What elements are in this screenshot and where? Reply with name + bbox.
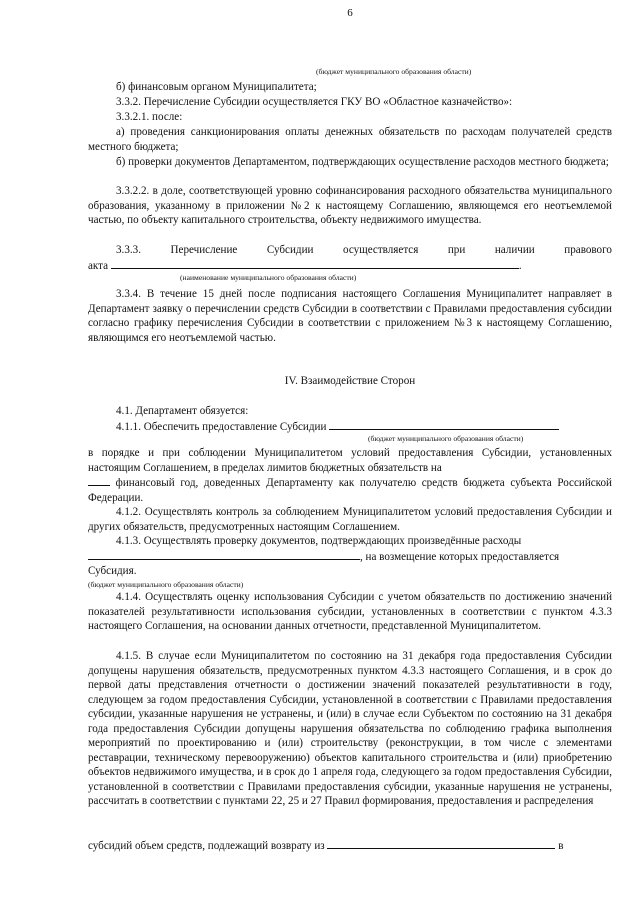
para-4-1-1-text: 4.1.1. Обеспечить предоставление Субсидии	[116, 421, 327, 433]
para-4-1-1	[88, 419, 612, 435]
para-b-fin: б) финансовым органом Муниципалитета;	[116, 81, 317, 93]
note-4-1-3: (бюджет муниципального образования области)	[88, 580, 244, 589]
section-heading: IV. Взаимодействие Сторон	[284, 375, 416, 387]
para-4-1-3-subsidy: Субсидия.	[88, 565, 137, 577]
para-4-1-5-last-tail: в	[558, 840, 564, 852]
para-4-1-1-cont-a: в порядке и при соблюдении Муниципалитетом условий предоставления Субсидии, установленных настоящим Соглашением, в пределах лимитов бюджетных обязательств на	[88, 447, 612, 474]
para-4-1-2: 4.1.2. Осуществлять контроль за соблюдением Муниципалитетом условий предоставления Субсидии и других обязательств, предусмотренных настоящим Соглашением.	[88, 506, 612, 533]
blank-line	[88, 475, 110, 486]
para-4-1-1-cont-b	[88, 475, 612, 505]
para-4-1-1-cont-b-wrap	[88, 475, 612, 505]
para-3-3-2-1: 3.3.2.1. после:	[116, 111, 183, 123]
word: Перечисление	[170, 244, 238, 256]
para-4-1-5: 4.1.5. В случае если Муниципалитетом по состоянию на 31 декабря года предоставления Субсидии допущены нарушения обязательств, предусмотренных пунктом 4.3.3 настоящего Соглашения, и в срок до первой даты представления отчетности о достижении значений показателей результативности в году, следующем за годом предоставления Субсидии, установленной в соответствии с Правилами предоставления субсидии, указанные нарушения не устранены, и (или) в случае если Субъектом по состоянию на 31 декабря года предоставления Субсидии допущены нарушения обязательства по соблюдению графика выполнения мероприятий по проектированию и (или) строительству (реконструкции, в том числе с элементами реставрации, техническому перевооружению) объектов капитального строительства и (или) приобретению объектов недвижимого имущества, и в срок до 1 апреля года, следующего за годом предоставления Субсидии, установленной в соответствии с Правилами предоставления субсидии, указанные нарушения не устранены, рассчитать в соответствии с пунктами 22, 25 и 27 Правил формирования, предоставления и распределения	[88, 650, 612, 807]
document-page	[88, 0, 612, 905]
akta-word: акта	[88, 260, 109, 272]
word: наличии	[494, 244, 535, 256]
para-4-1-5-last	[88, 838, 612, 854]
page-number: 6	[347, 7, 353, 19]
naim-footnote: (наименование муниципального образования области)	[180, 273, 357, 282]
para-4-1-3-tail: , на возмещение которых предоставляется	[360, 551, 560, 563]
para-3-3-2: 3.3.2. Перечисление Субсидии осуществляется ГКУ ВО «Областное казначейство»:	[116, 96, 513, 108]
para-b: б) проверки документов Департаментом, подтверждающих осуществление расходов местного бюджета;	[116, 156, 609, 168]
para-4-1-3: 4.1.3. Осуществлять проверку документов, подтверждающих произведённые расходы	[116, 535, 522, 547]
para-3-3-2-2: 3.3.2.2. в доле, соответствующей уровню софинансирования расходного обязательства муниципального образования, указанному в приложении №2 к настоящему Соглашению, являющемся его неотъемлемой частью, по объекту капитального строительства, объекту недвижимого имущества.	[88, 185, 612, 226]
blank-line	[327, 838, 555, 849]
blank-line	[111, 258, 519, 269]
para-a: а) проведения санкционирования оплаты денежных обязательств по расходам получателей средств местного бюджета;	[88, 126, 612, 153]
para-4-1: 4.1. Департамент обязуется:	[116, 405, 249, 417]
top-footnote: (бюджет муниципального образования области)	[316, 67, 472, 76]
word: осуществляется	[343, 244, 419, 256]
period: .	[518, 260, 522, 272]
word: Субсидии	[266, 244, 314, 256]
para-4-1-1-cont-b-text: финансовый год, доведенных Департаменту как получателю средств бюджета субъекта Российской Федерации.	[88, 477, 612, 504]
blank-line	[88, 549, 360, 560]
blank-line	[329, 419, 559, 430]
para-3-3-3-line2	[88, 258, 612, 274]
word: правового	[564, 244, 612, 256]
para-3-3-4: 3.3.4. В течение 15 дней после подписания настоящего Соглашения Муниципалитет направляет в Департамент заявку о перечислении средств Субсидии в соответствии с Правилами предоставления субсидии согласно графику перечисления Субсидии в соответствии с приложением №3 к настоящему Соглашению, являющимся его неотъемлемой частью.	[88, 288, 612, 344]
para-4-1-5-last-text: субсидий объем средств, подлежащий возврату из	[88, 840, 325, 852]
para-3-3-3-line1	[88, 243, 612, 258]
note-4-1-1: (бюджет муниципального образования области)	[368, 434, 524, 443]
word: 3.3.3.	[116, 244, 141, 256]
word: при	[447, 244, 466, 256]
para-4-1-3-line2	[88, 549, 612, 565]
para-4-1-4: 4.1.4. Осуществлять оценку использования Субсидии с учетом обязательств по достижению значений показателей результативности использования субсидии, установленных в соответствии с пунктом 4.3.3 настоящего Соглашения, на основании данных отчетности, представленной Муниципалитетом.	[88, 591, 612, 632]
